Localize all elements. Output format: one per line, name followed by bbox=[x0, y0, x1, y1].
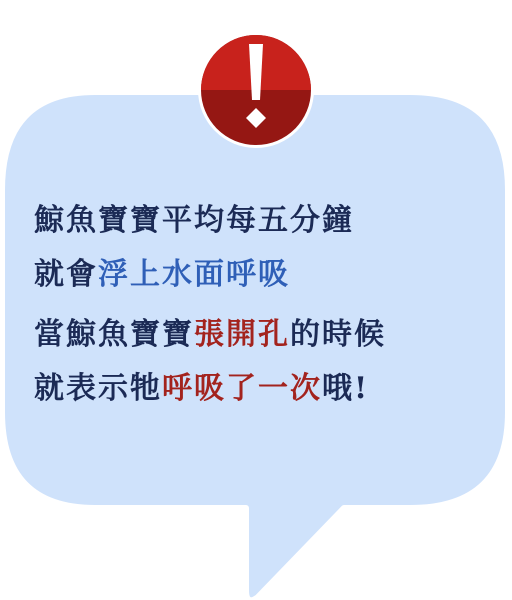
message-line-3-prefix: 當鯨魚寶寶 bbox=[34, 317, 194, 352]
message-line-4-prefix: 就表示牠 bbox=[34, 371, 162, 406]
message-line-2 bbox=[34, 248, 504, 302]
message-line-4-suffix: 哦! bbox=[322, 371, 370, 406]
message-line-2-prefix: 就會 bbox=[34, 257, 98, 292]
message-line-3-highlight: 張開孔 bbox=[194, 317, 290, 352]
message-line-1 bbox=[34, 194, 504, 248]
message-line-4 bbox=[34, 362, 504, 416]
message-text bbox=[34, 194, 504, 416]
message-line-3 bbox=[34, 308, 504, 362]
message-line-3-suffix: 的時候 bbox=[290, 317, 386, 352]
message-line-1-text: 鯨魚寶寶平均每五分鐘 bbox=[34, 203, 354, 238]
message-line-4-highlight: 呼吸了一次 bbox=[162, 371, 322, 406]
message-line-2-highlight: 浮上水面呼吸 bbox=[98, 257, 290, 292]
exclamation-icon bbox=[198, 32, 314, 148]
